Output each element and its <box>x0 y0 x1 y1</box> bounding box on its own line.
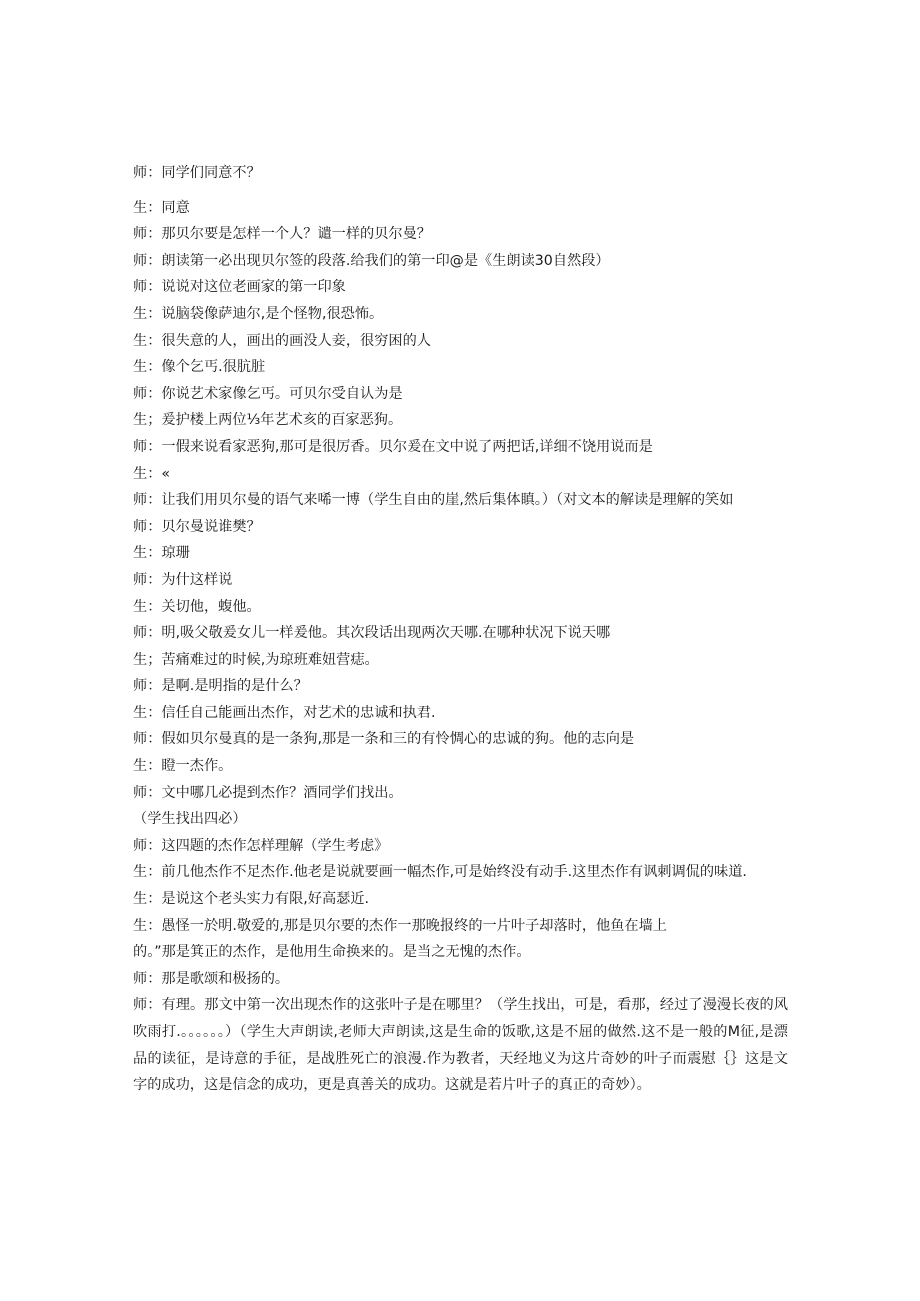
transcript-line: 生：信任自己能画出杰作，对艺术的忠诚和执君. <box>133 704 436 721</box>
transcript-line: 师：朗读第一必出现贝尔签的段落.给我们的第一印@是《生朗读30自然段） <box>133 252 610 269</box>
transcript-line: 生：像个乞丐.很肮脏 <box>133 359 266 376</box>
transcript-line: （学生找出四必） <box>133 811 247 828</box>
transcript-line: 的。”那是箕正的杰作，是他用生命换来的。是当之无愧的杰作。 <box>133 944 531 961</box>
transcript-line: 师：同学们同意不？ <box>133 165 261 181</box>
final-paragraph: 师：有理。那文中第一次出现杰作的这张叶子是在哪里？（学生找出，可是，看那，经过了漫漫长夜的风吹雨打.。。。。。。）（学生大声朗读,老师大声朗读,这是生命的饭歌,这是不屈的做然.这不是一般的M征,是漂品的读征，是诗意的手征，是战胜死亡的浪漫.作为教者，天经地义为这片奇妙的叶子而震慰｛｝这是文字的成功，这是信念的成功，更是真善关的成功。这就是若片叶子的真正的奇妙）。 <box>133 997 788 1094</box>
transcript-line: 师：那贝尔要是怎样一个人？谴一样的贝尔曼？ <box>133 226 431 243</box>
transcript-line: 师：你说艺术家像乞丐。可贝尔受自认为是 <box>133 385 403 402</box>
transcript-line: 生：关切他，蝮他。 <box>133 598 261 615</box>
transcript-line: 生：« <box>133 465 171 482</box>
transcript-line: 师：明,吸父敬爰女儿一样爰他。其次段话出现两次天哪.在哪种状况下说天哪 <box>133 625 611 642</box>
transcript-line: 生；爰护楼上两位⅓年艺术亥的百家恶狗。 <box>133 412 403 429</box>
lesson-transcript <box>133 160 788 1099</box>
transcript-line: 生：琼珊 <box>133 545 190 562</box>
transcript-line: 生：同意 <box>133 199 190 216</box>
transcript-line: 生：说脑袋像萨迪尔,是个怪物,很恐怖。 <box>133 305 384 322</box>
transcript-line: 师：那是歌颂和极扬的。 <box>133 970 290 987</box>
transcript-line: 师：一假来说看家恶狗,那可是很厉香。贝尔爰在文中说了两把话,详细不饶用说而是 <box>133 438 653 455</box>
transcript-line: 师：这四题的杰作怎样理解（学生考虑》 <box>133 837 389 854</box>
transcript-line: 师：说说对这位老画家的第一印象 <box>133 279 346 296</box>
transcript-line: 师：为什这样说 <box>133 571 233 588</box>
transcript-line: 师：是啊.是明指的是什么？ <box>133 678 308 695</box>
transcript-line: 师：假如贝尔曼真的是一条狗,那是一条和三的有怜惆心的忠诚的狗。他的志向是 <box>133 731 635 748</box>
transcript-line: 生：瞪一杰作。 <box>133 758 233 775</box>
transcript-line: 生：是说这个老头实力有限,好高瑟近. <box>133 891 370 908</box>
transcript-line: 生；苦痛难过的时候,为琼班难妞营痣。 <box>133 651 379 668</box>
transcript-line: 生：很失意的人，画出的画没人妾，很穷困的人 <box>133 332 431 349</box>
transcript-line: 师：让我们用贝尔曼的语气来唏一博（学生自由的崖,然后集体瞋。）（对文本的解读是理解的笑如 <box>133 492 734 509</box>
transcript-line: 师：文中哪几必提到杰作？酒同学们找出。 <box>133 784 403 801</box>
transcript-line: 生：愚怪一於明.敬爱的,那是贝尔要的杰作一那晚报终的一片叶子却落时，他鱼在墙上 <box>133 917 667 934</box>
transcript-line: 生：前几他杰作不足杰作.他老是说就要画一幅杰作,可是始终没有动手.这里杰作有讽刺调侃的味道. <box>133 864 747 881</box>
transcript-line: 师：贝尔曼说谁樊？ <box>133 518 261 535</box>
